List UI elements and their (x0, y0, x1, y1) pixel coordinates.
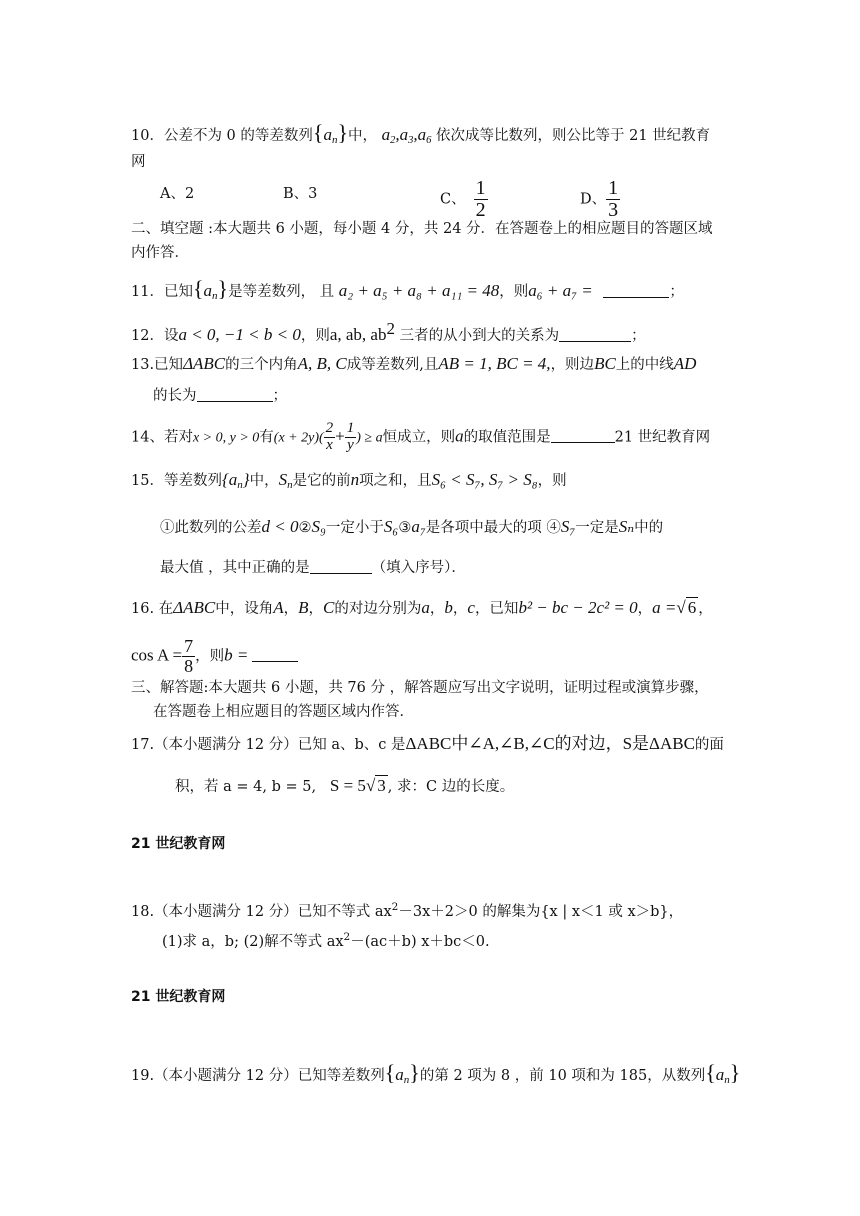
q10-line1: 10．公差不为 0 的等差数列$\{a_n\}$中， $a_2,a_3,a_6$ 依次成等比数列，则公比等于 21 世纪教育 (131, 120, 711, 146)
q14-fraction-2: $\frac{1}{y}$ (346, 420, 355, 453)
q10-zhong: 中， (348, 128, 378, 144)
watermark-2: 21 世纪教育网 (131, 989, 226, 1005)
q10-text: 10．公差不为 0 的等差数列 (131, 128, 313, 144)
q10-a2: $a_2,a_3,a_6$ (381, 125, 432, 146)
q10-option-d: D、 $\frac{1}{3}$ (580, 177, 619, 221)
q18-line1: 18.（本小题满分 12 分）已知不等式 $ax^2-3x+2>0$ 的解集为{x | x＜1 或 x＞b}， (131, 901, 684, 920)
q10-seq-a: a (323, 125, 332, 144)
q16-sqrt: √ 6 (676, 598, 697, 617)
watermark-1: 21 世纪教育网 (131, 836, 226, 852)
section3-heading: 三、解答题:本大题共 6 小题，共 76 分 ，解答题应写出文字说明，证明过程或演算步骤， (131, 680, 709, 696)
q15-line1: 15．等差数列$\{a_n\}$中，$S_n$是它的前n项之和，且S₆ < S₇, S₇ > S₈，则 (131, 470, 567, 491)
q13-answer-blank (197, 386, 273, 402)
section3-heading-cont: 在答题卷上相应题目的答题区域内作答． (153, 704, 414, 720)
q10-option-d-fraction: $\frac{1}{3}$ (608, 177, 619, 221)
q15-line2: ①此数列的公差d < 0②S₉一定小于S₆③a₇是各项中最大的项 ④S₇一定是Sₙ中的 (160, 517, 664, 536)
q14-answer-blank (551, 427, 615, 443)
q11-answer-blank (603, 282, 669, 298)
q10-seq-n: n (331, 134, 338, 146)
q12-answer-blank (559, 326, 631, 342)
q17-line2: 积，若 a = 4, b = 5, S = 5√ 3 , 求：C 边的长度。 (175, 776, 515, 795)
q10-option-b: B、3 (283, 186, 318, 202)
q16-fraction: $\frac{7}{8}$ (184, 636, 194, 676)
q10-option-a: A、2 (160, 186, 195, 202)
q12: 12．设a < 0, −1 < b < 0，则a, ab, $ab^2$ 三者的从小到大的关系为 ； (131, 319, 646, 344)
q11: 11．已知$\{a_n\}$是等差数列， 且 a₂ + a₅ + a₈ + a₁₁ = 48，则a₆ + a₇ = ； (131, 276, 684, 302)
section2-heading: 二、填空题 :本大题共 6 小题，每小题 4 分，共 24 分．在答题卷上的相应题目的答题区域 (131, 221, 713, 237)
q10-rest: 依次成等比数列，则公比等于 21 世纪教育 (436, 128, 711, 144)
q13-line2: 的长为 ； (153, 388, 287, 404)
q16-line1: 16. 在ΔABC中，设角A，B，C的对边分别为a，b，c，已知b² − bc − 2c² = 0，a =√ 6 ， (131, 598, 713, 617)
q18-line2: (1)求 a，b; (2)解不等式 $ax^2-(ac+b)$ x＋bc＜0. (162, 931, 490, 950)
q19-line1: 19.（本小题满分 12 分）已知等差数列$\{a_n\}$的第 2 项为 8 ，前 10 项和为 185，从数列$\{a_n\}$ (131, 1060, 741, 1086)
section2-heading-cont: 内作答． (131, 245, 189, 261)
q10-option-c: C、 $\frac{1}{2}$ (440, 177, 486, 221)
q15-answer-blank (310, 558, 372, 574)
q11-expression: a₆ + a₇ = (528, 281, 593, 300)
q15-line3: 最大值 ，其中正确的是 （填入序号）． (160, 560, 466, 576)
q13-line1: 13.已知ΔABC的三个内角A, B, C成等差数列,且AB = 1, BC = 4,，则边BC上的中线AD (131, 354, 697, 373)
q10-option-c-fraction: $\frac{1}{2}$ (475, 177, 486, 221)
q10-line2: 网 (131, 154, 146, 170)
q17-sqrt: √ 3 (365, 776, 386, 795)
q14-fraction-1: $\frac{2}{x}$ (325, 420, 334, 453)
q16-answer-blank (252, 646, 298, 662)
q16-line2: cos A = $\frac{7}{8}$ ，则b = (131, 637, 298, 676)
q14: 14、若对x > 0, y > 0有(x + 2y)( $\frac{2}{x}$ + $\frac{1}{y}$ ) ≥ a恒成立，则a的取值范围是 21 世纪教育网 (131, 420, 711, 453)
q12-condition: a < 0, −1 < b < 0 (178, 325, 301, 344)
q11-equation: a₂ + a₅ + a₈ + a₁₁ = 48 (338, 281, 500, 300)
q17-line1: 17.（本小题满分 12 分）已知 a、b、c 是ΔABC中∠A,∠B,∠C的对边，S是ΔABC的面 (131, 734, 724, 753)
